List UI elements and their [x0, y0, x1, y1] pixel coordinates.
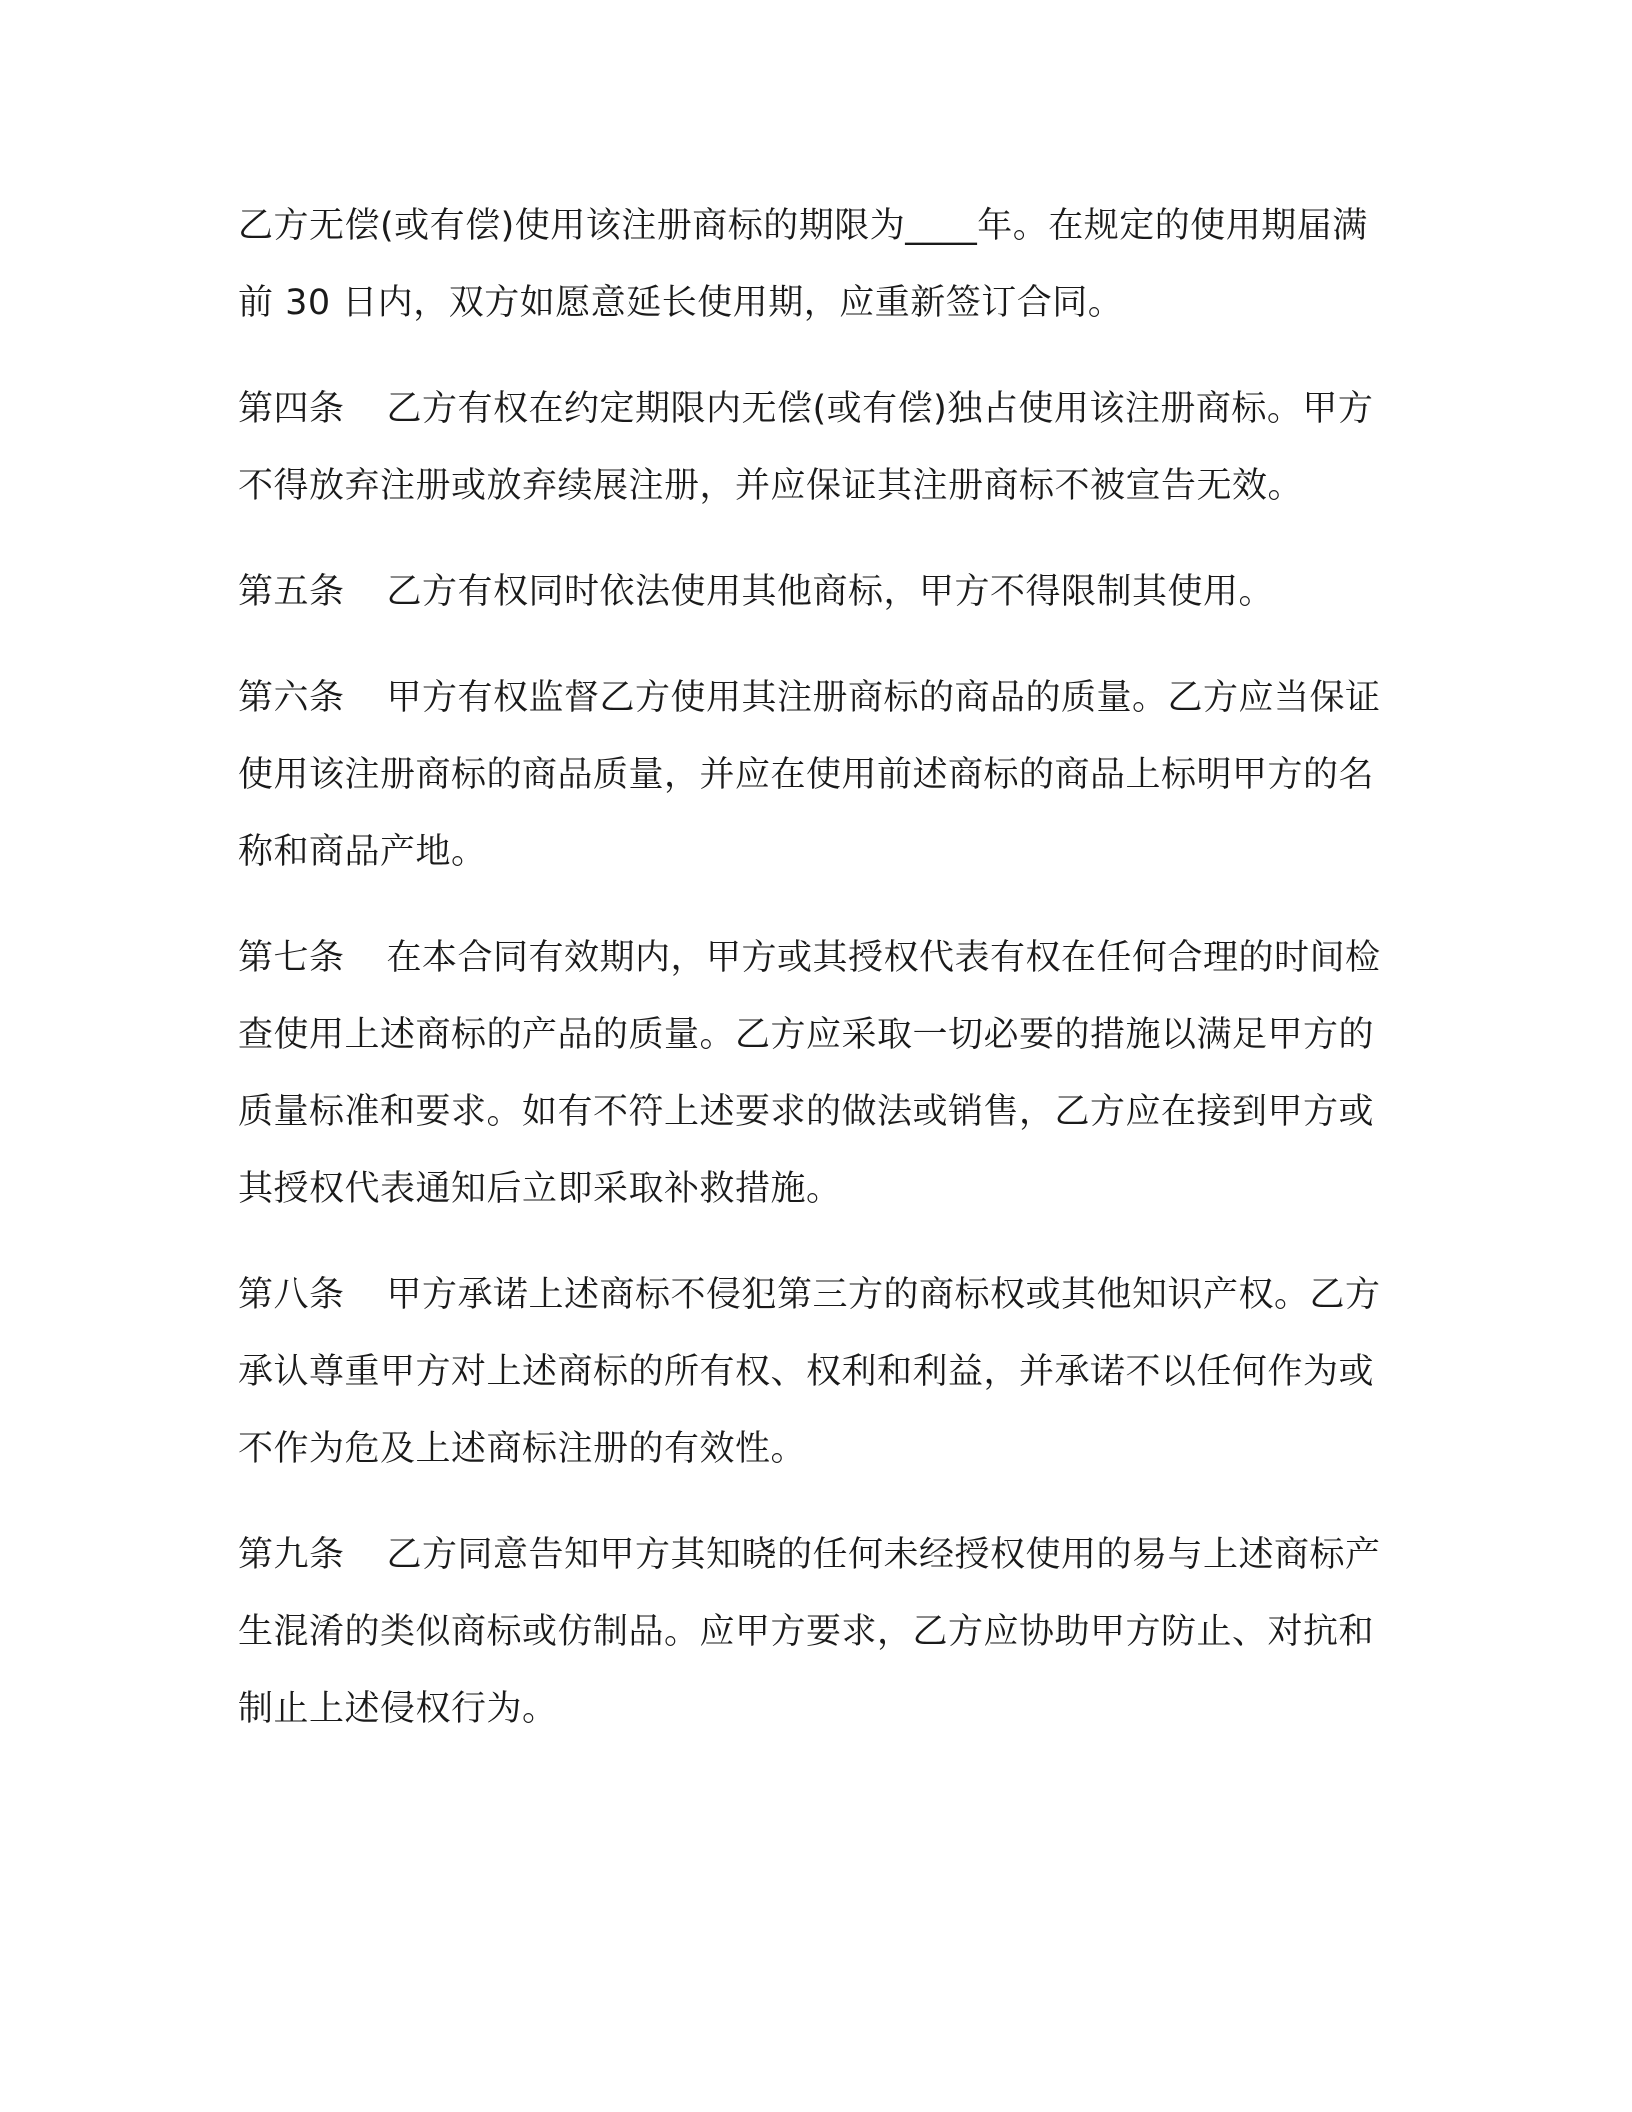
article-heading: 第九条: [238, 1535, 345, 1575]
article-5: [238, 554, 1398, 631]
paragraph-term-period: [238, 188, 1398, 342]
article-9: [238, 1517, 1398, 1748]
article-heading: 第七条: [238, 938, 345, 978]
article-7: [238, 920, 1398, 1228]
article-text: 甲方有权监督乙方使用其注册商标的商品的质量。乙方应当保证使用该注册商标的商品质量，并应在使用前述商标的商品上标明甲方的名称和商品产地。: [238, 678, 1381, 872]
article-8: [238, 1257, 1398, 1488]
document-body: [238, 188, 1398, 1777]
article-heading: 第四条: [238, 389, 345, 429]
article-heading: 第五条: [238, 572, 345, 612]
article-text: 甲方承诺上述商标不侵犯第三方的商标权或其他知识产权。乙方承认尊重甲方对上述商标的所有权、权利和利益，并承诺不以任何作为或不作为危及上述商标注册的有效性。: [238, 1275, 1381, 1469]
article-heading: 第八条: [238, 1275, 345, 1315]
article-text: 乙方同意告知甲方其知晓的任何未经授权使用的易与上述商标产生混淆的类似商标或仿制品。应甲方要求，乙方应协助甲方防止、对抗和制止上述侵权行为。: [238, 1535, 1381, 1729]
article-text: 在本合同有效期内，甲方或其授权代表有权在任何合理的时间检查使用上述商标的产品的质量。乙方应采取一切必要的措施以满足甲方的质量标准和要求。如有不符上述要求的做法或销售，乙方应在接到甲方或其授权代表通知后立即采取补救措施。: [238, 938, 1381, 1209]
paragraph-text: 乙方无偿(或有偿)使用该注册商标的期限为____年。在规定的使用期届满前 30 日内，双方如愿意延长使用期，应重新签订合同。: [238, 206, 1368, 323]
article-4: [238, 371, 1398, 525]
article-heading: 第六条: [238, 678, 345, 718]
article-6: [238, 660, 1398, 891]
article-text: 乙方有权同时依法使用其他商标，甲方不得限制其使用。: [386, 572, 1275, 612]
article-text: 乙方有权在约定期限内无偿(或有偿)独占使用该注册商标。甲方不得放弃注册或放弃续展注册，并应保证其注册商标不被宣告无效。: [238, 389, 1374, 506]
